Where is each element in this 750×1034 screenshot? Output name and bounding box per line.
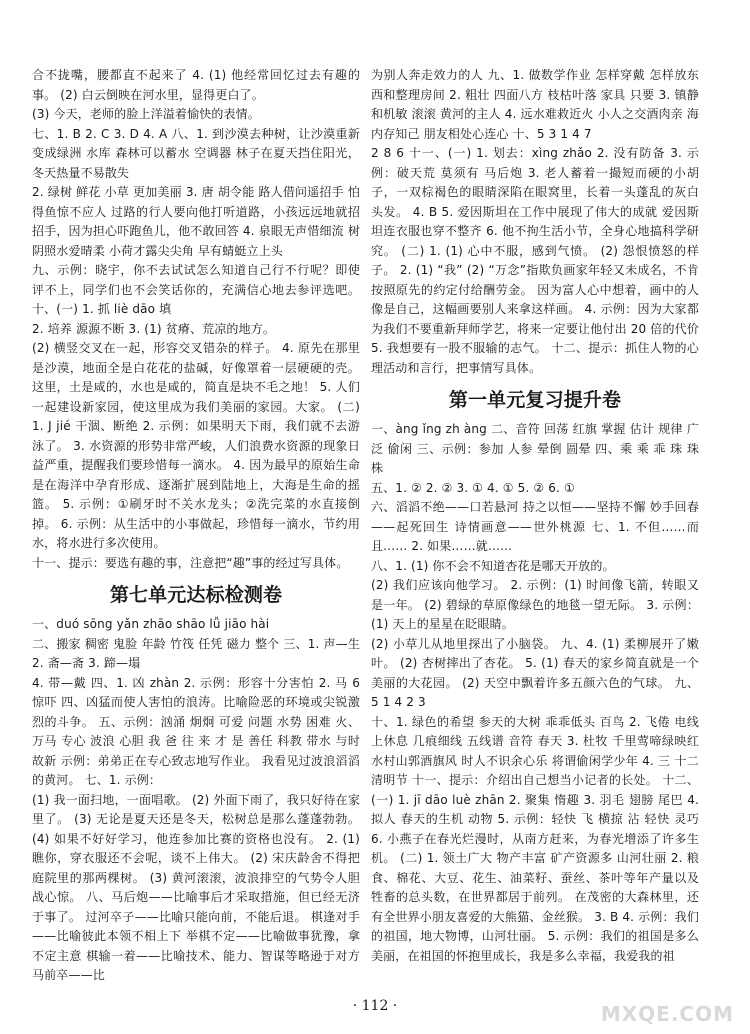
right-section-paragraph: 五、1. ② 2. ② 3. ① 4. ① 5. ② 6. ①	[371, 480, 575, 495]
section-heading-unit-7: 第七单元达标检测卷	[109, 584, 283, 606]
right-section-paragraph: (2) 我们应该向他学习。 2. 示例：(1) 时间像飞箭，转眼又是一年。 (2) 碧绿的草原像绿色的地毯一望无际。 3. 示例：(1) 天上的星星在眨眼睛。	[371, 578, 699, 631]
left-paragraph: 合不拢嘴，腰都直不起来了 4. (1) 他经常回忆过去有趣的事。 (2) 白云倒映在河水里，显得更白了。	[32, 68, 360, 102]
left-paragraph: 七、1. B 2. C 3. D 4. A 八、1. 到沙漠去种树，让沙漠重新变成绿洲 水库 森林可以蓄水 空调器 林子在夏天挡住阳光，冬天热量不易散失	[32, 126, 360, 180]
left-paragraph: (2) 横竖交叉在一起，形容交叉错杂的样子。 4. 原先在那里是沙漠，地面全是白花花的盐碱，好像罩着一层硬硬的壳。这里，土是咸的，水也是咸的，简直是块不毛之地！ 5. 人们一起建设新家园，使这里成为我们美丽的家园。大家。 (二) 1. J jié 干涸、断绝 2. 示例：如果明天下雨，我们就不去游泳了。 3. 水资源的形势非常严峻，人们浪费水资源的现象日益严重，提醒我们要珍惜每一滴水。 4. 因为最早的原始生命是在海洋中孕育形成、逐渐扩展到陆地上，大海是生命的摇篮。 5. 示例：①刷牙时不关水龙头；②洗完菜的水直接倒掉。 6. 示例：从生活中的小事做起，珍惜每一滴水，节约用水，将水进行多次使用。	[32, 341, 360, 550]
right-paragraph: 2 8 6 十一、(一) 1. 划去：xìng zhǎo 2. 没有防备 3. 示例：破天荒 莫须有 马后炮 3. 老人蓄着一撮短而硬的小胡子，一双棕褐色的眼睛深陷在眼窝里，长着一头蓬乱的灰白头发。 4. B 5. 爱因斯坦在工作中展现了伟大的成就 爱因斯坦连衣服也穿不整齐 6. 他不拘生活小节，全身心地搞科学研究。 (二) 1. (1) 心中不服，感到气愤。 (2) 怨恨愤怒的样子。 2. (1) “我” (2) “万念”指欺负画家年轻又未成名，不肯按照原先的约定付给酬劳金。 因为富人心中想着，画中的人像是自己，这幅画要别人来拿这样画。 4. 示例：因为大家都为我们不要重新拜师学艺，将来一定要让他付出 20 倍的代价 5. 我想要有一股不服输的志气。 十二、提示：抓住人物的心理活动和言行，把事情写具体。	[371, 146, 699, 375]
watermark-logo: MXQE.COM	[600, 1002, 734, 1026]
right-paragraph: 为别人奔走效力的人 九、1. 做数学作业 怎样穿戴 怎样放东西和整理房间 2. 粗壮 四面八方 枝枯叶落 家具 只要 3. 镇静和机敏 滚滚 黄河的主人 4. 远水难救近火 小人之交酒肉亲 海内存知己 朋友相处心连心 十、5 3 1 4 7	[371, 68, 699, 141]
left-paragraph: 2. 绿树 鲜花 小草 更加美丽 3. 唐 胡令能 路人借问遥招手 怕得鱼惊不应人 过路的行人要向他打听道路，小孩远远地就招招手，因为担心吓跑鱼儿，他不敢回答 4. 泉眼无声惜细流 树阴照水爱晴柔 小荷才露尖尖角 早有蜻蜓立上头	[32, 185, 360, 258]
left-paragraph: 2. 培养 源源不断 3. (1) 贫瘠、荒凉的地方。	[32, 321, 276, 336]
left-paragraph: (3) 今天，老师的脸上洋溢着愉快的表情。	[32, 107, 260, 121]
right-section-paragraph: 十、1. 绿色的希望 参天的大树 乖乖低头 百鸟 2. 飞倦 电线上休息 几痕细线 五线谱 音符 春天 3. 杜牧 千里莺啼绿映红 水村山郭酒旗风 时人不识余心乐 将谓偷闲学少年 4. 三 十二 清明节 十一、提示：介绍出自己想当小记者的长处。 十二、(一) 1. jī dāo luè zhān 2. 聚集 惰趣 3. 羽毛 翅膀 尾巴 4. 拟人 春天的生机 动物 5. 示例：轻快 飞 横掠 沾 轻快 灵巧 6. 小燕子在春光烂漫时，从南方赶来，为春光增添了许多生机。 (二) 1. 领土广大 物产丰富 矿产资源多 山河壮丽 2. 粮食、棉花、大豆、花生、油菜籽、蚕丝、茶叶等年产量以及牲畜的总头数，在世界都居于前列。 在茂密的大森林里，还有全世界小朋友喜爱的大熊猫、金丝猴。 3. B 4. 示例：我们的祖国，地大物博，山河壮丽。 5. 示例：我们的祖国是多么美丽，在祖国的怀抱里成长，我是多么幸福，我爱我的祖	[371, 714, 699, 963]
right-column	[371, 66, 699, 966]
page-number: · 112 ·	[352, 998, 398, 1014]
left-paragraph: 十一、提示：要选有趣的事，注意把“趣”事的经过写具体。	[32, 555, 349, 570]
section-heading-unit-1-review: 第一单元复习提升卷	[448, 389, 622, 411]
right-section-paragraph: 一、àng ǐng zh àng 二、音符 回荡 红旗 掌握 估计 规律 广泛 偷闲 三、示例：参加 人参 晕倒 圆晕 四、乘 乘 乖 珠 珠 株	[371, 422, 699, 475]
left-section-paragraph: (1) 我一面扫地，一面唱歌。 (2) 外面下雨了，我只好待在家里了。 (3) 无论是夏天还是冬天，松树总是那么蓬蓬勃勃。 (4) 如果不好好学习，他连参加比赛的资格也没有。 2. (1) 瞧你，穿衣服还不会呢，谈不上伟大。 (2) 宋庆龄舍不得把庭院里的那两棵树。 (3) 黄河滚滚，波浪排空的气势令人胆战心惊。 八、马后炮——比喻事后才采取措施，但已经无济于事了。 过河卒子——比喻只能向前，不能后退。 棋逢对手——比喻彼此本领不相上下 举棋不定——比喻做事犹豫，拿不定主意 棋输一着——比喻技术、能力、智谋等略逊于对方 马前卒——比	[32, 792, 360, 982]
right-section-paragraph: 八、1. (1) 你不会不知道杏花是哪天开放的。	[371, 558, 615, 573]
left-section-paragraph: 二、搬家 稠密 鬼脸 年龄 竹筏 任凭 磁力 整个 三、1. 声—生 2. 斋—斋 3. 蹄—塌	[32, 636, 360, 670]
left-paragraph: 九、示例：晓宇，你不去试试怎么知道自己行不行呢？即使评不上，同学们也不会笑话你的，充满信心地去参评选吧。 十、(一) 1. 抓 liè dāo 填	[32, 263, 360, 316]
left-section-paragraph: 一、duó sōng yǎn zhāo shāo lǚ jiāo hài	[32, 617, 270, 631]
left-column	[32, 66, 360, 986]
left-section-paragraph: 4. 带—戴 四、1. 凶 zhàn 2. 示例：形容十分害怕 2. 马 6 惊吓 四、凶猛而使人害怕的浪涛。比喻险恶的环境或尖锐激烈的斗争。 五、示例：汹涌 炯炯 可爱 问题 水势 困难 火、万马 专心 波浪 心胆 我 爸 往 来 才 是 善任 科教 带水 与时 故新 示例：弟弟正在专心致志地写作业。 我看见过波浪滔滔的黄河。 七、1. 示例：	[32, 675, 360, 787]
right-section-paragraph: (2) 小草儿从地里探出了小脑袋。 九、4. (1) 柔柳展开了嫩叶。 (2) 杏树摔出了杏花。 5. (1) 春天的家乡简直就是一个美丽的大花园。 (2) 天空中飘着许多五颜六色的气球。 九、5 1 4 2 3	[371, 636, 699, 709]
right-section-paragraph: 六、滔滔不绝——口若悬河 持之以恒——坚持不懈 妙手回春——起死回生 诗情画意——世外桃源 七、1. 不但……而且…… 2. 如果……就……	[371, 500, 699, 553]
